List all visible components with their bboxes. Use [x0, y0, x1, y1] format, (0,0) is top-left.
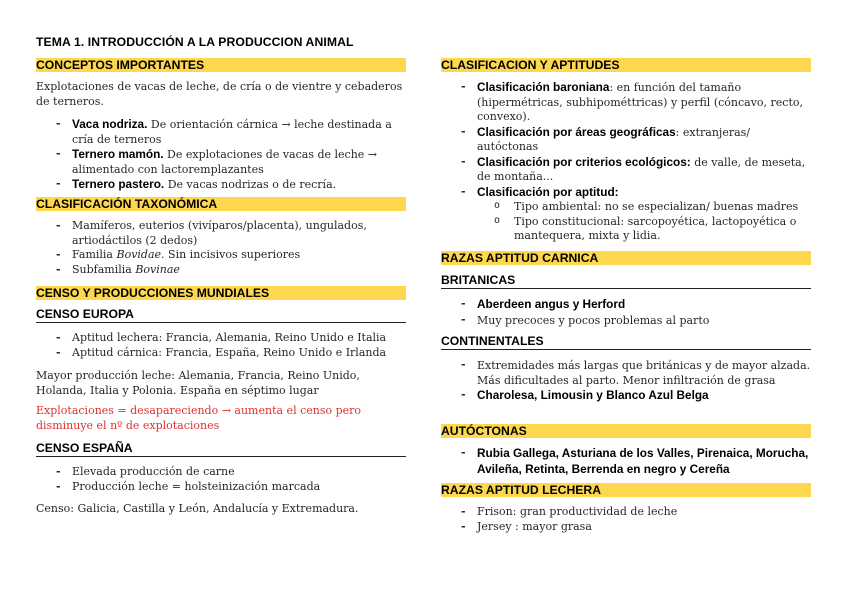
list-item: - Elevada producción de carne: [36, 465, 406, 480]
list-item: - Ternero mamón. De explotaciones de vacas de leche → alimentado con lactoremplazantes: [36, 147, 406, 177]
censo-regiones: Censo: Galicia, Castilla y León, Andalucía y Extremadura.: [36, 502, 359, 515]
list-item: - Subfamilia Bovinae: [36, 263, 406, 278]
heading-taxonomica: CLASIFICACIÓN TAXONÓMICA: [36, 197, 406, 211]
list-item: - Rubia Gallega, Asturiana de los Valles, Pirenaica, Morucha, Avileña, Retinta, Berrenda en negro y Cereña: [441, 446, 811, 477]
subheading-censo-europa: CENSO EUROPA: [36, 307, 406, 323]
taxonomica-list: [36, 219, 406, 277]
list-item: - Clasificación por criterios ecológicos: de valle, de meseta, de montaña...: [441, 155, 811, 185]
conceptos-list: [36, 117, 406, 193]
list-item: - Frison: gran productividad de leche: [441, 505, 811, 520]
heading-lechera: RAZAS APTITUD LECHERA: [441, 483, 811, 497]
list-item: - Vaca nodriza. De orientación cárnica → leche destinada a cría de terneros: [36, 117, 406, 147]
list-item: - Clasificación baroniana: en función del tamaño (hipermétricas, subhipométtricas) y perfil (cóncavo, recto, convexo).: [441, 80, 811, 125]
heading-conceptos: CONCEPTOS IMPORTANTES: [36, 58, 406, 72]
censo-espana-list: [36, 465, 406, 494]
document-title: TEMA 1. INTRODUCCIÓN A LA PRODUCCION ANIMAL: [36, 35, 354, 49]
mayor-produccion-text: Mayor producción leche: Alemania, Francia, Reino Unido, Holanda, Italia y Polonia. España en séptimo lugar: [36, 369, 360, 397]
list-item: - Mamíferos, euterios (vivíparos/placenta), ungulados, artiodáctilos (2 dedos): [36, 219, 406, 248]
list-item: - Aptitud lechera: Francia, Alemania, Reino Unido e Italia: [36, 331, 406, 346]
sublist-item: o Tipo constitucional: sarcopoyética, lactopoyética o mantequera, mixta y lidia.: [477, 215, 811, 244]
heading-carnica: RAZAS APTITUD CARNICA: [441, 251, 811, 265]
list-item: - Aberdeen angus y Herford: [441, 297, 811, 313]
aptitud-sublist: [477, 200, 811, 244]
subheading-continentales: CONTINENTALES: [441, 334, 811, 350]
autoctonas-list: [441, 446, 811, 477]
list-item: - Aptitud cárnica: Francia, España, Reino Unido e Irlanda: [36, 346, 406, 361]
list-item: - Clasificación por aptitud: o Tipo ambiental: no se especializan/ buenas madres o Tipo constitucional: sarcopoyética, lactopoyética o mantequera, mixta y lidia.: [441, 185, 811, 244]
list-item: - Muy precoces y pocos problemas al parto: [441, 313, 811, 329]
list-item: - Jersey : mayor grasa: [441, 520, 811, 535]
subheading-censo-espana: CENSO ESPAÑA: [36, 441, 406, 457]
heading-clasificacion: CLASIFICACION Y APTITUDES: [441, 58, 811, 72]
list-item: - Ternero pastero. De vacas nodrizas o de recría.: [36, 177, 406, 193]
continentales-list: [441, 358, 811, 404]
heading-censo: CENSO Y PRODUCCIONES MUNDIALES: [36, 286, 406, 300]
subheading-britanicas: BRITANICAS: [441, 273, 811, 289]
list-item: - Clasificación por áreas geográficas: extranjeras/ autóctonas: [441, 125, 811, 155]
explotaciones-note: Explotaciones = desapareciendo → aumenta el censo pero disminuye el nº de explotaciones: [36, 404, 362, 432]
clasificacion-list: [441, 80, 811, 244]
list-item: - Producción leche = holsteinización marcada: [36, 480, 406, 495]
heading-autoctonas: AUTÓCTONAS: [441, 424, 811, 438]
censo-europa-list: [36, 331, 406, 360]
conceptos-intro: Explotaciones de vacas de leche, de cría o de vientre y cebaderos de terneros.: [36, 80, 403, 108]
sublist-item: o Tipo ambiental: no se especializan/ buenas madres: [477, 200, 811, 215]
list-item: - Charolesa, Limousin y Blanco Azul Belga: [441, 388, 811, 404]
list-item: - Extremidades más largas que británicas y de mayor alzada. Más dificultades al parto. Menor infiltración de grasa: [441, 358, 811, 388]
britanicas-list: [441, 297, 811, 328]
list-item: - Familia Bovidae. Sin incisivos superiores: [36, 248, 406, 263]
lechera-list: [441, 505, 811, 534]
